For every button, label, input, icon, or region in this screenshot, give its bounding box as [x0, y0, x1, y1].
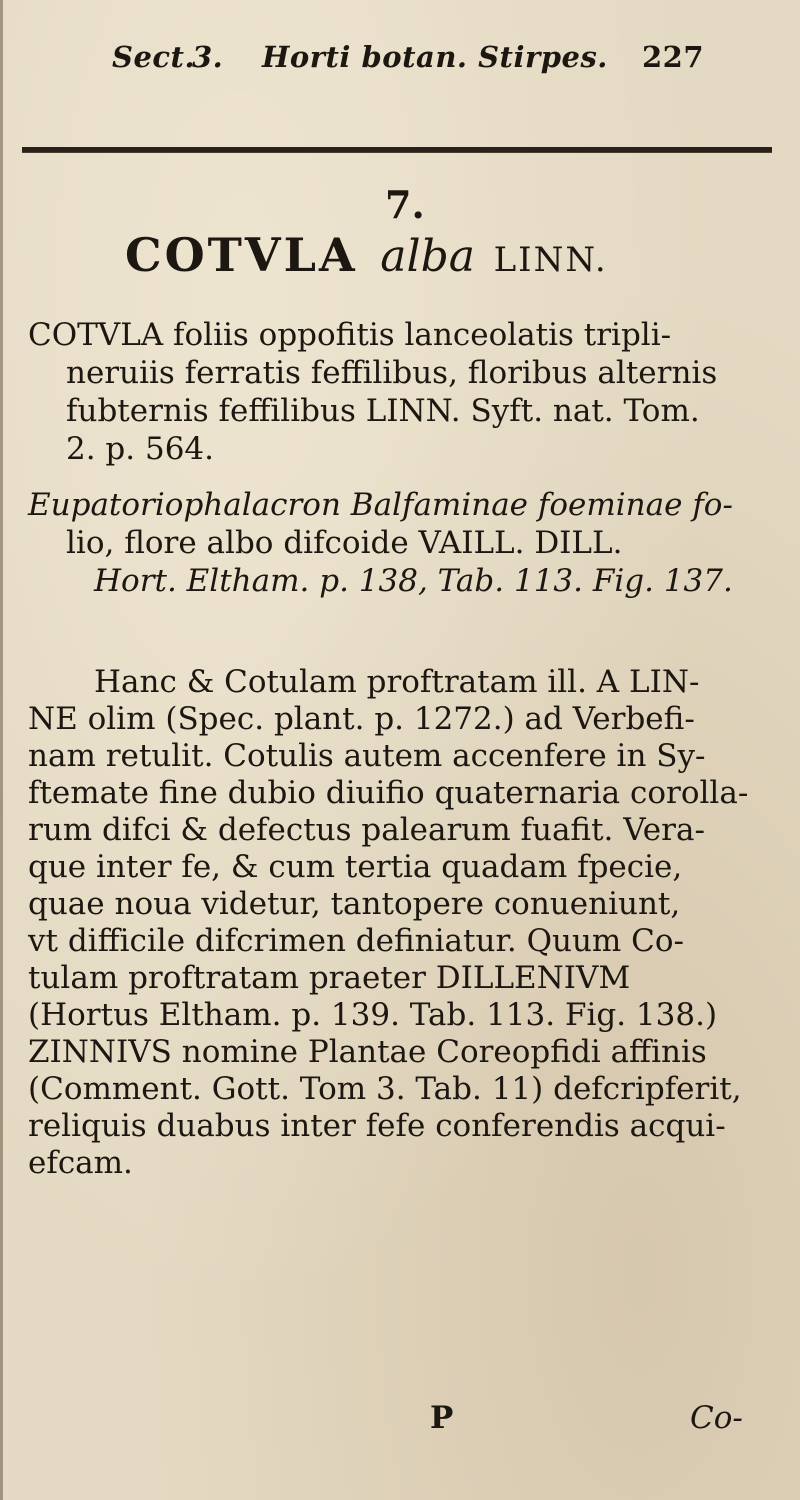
entry-authority: LINN. [493, 240, 608, 280]
header-rule [22, 147, 772, 153]
text-line: neruiis ferratis feffilibus, floribus alternis [66, 355, 718, 391]
text-line: quae noua videtur, tantopere conueniunt, [28, 886, 681, 922]
text-line: vt difficile difcrimen definiatur. Quum Co- [28, 923, 685, 959]
text-line: fubternis feffilibus LINN. Syft. nat. Tom. [66, 393, 700, 429]
text-line: Hanc & Cotulam proftratam ill. A LIN- [94, 664, 700, 700]
entry-epithet: alba [380, 231, 475, 282]
text-line: efcam. [28, 1145, 133, 1181]
text-line: NE olim (Spec. plant. p. 1272.) ad Verbefi- [28, 701, 695, 737]
running-head-section: Sect. [112, 40, 196, 74]
page-footer [0, 1400, 800, 1460]
running-head [112, 40, 732, 100]
text-line: Hort. Eltham. p. 138, Tab. 113. Fig. 137. [94, 563, 733, 599]
text-line: ftemate fine dubio diuifio quaternaria corolla- [28, 775, 749, 811]
text-line: tulam proftratam praeter DILLENIVM [28, 960, 631, 996]
text-line: ZINNIVS nomine Plantae Coreopfidi affinis [28, 1034, 707, 1070]
page-edge [0, 0, 3, 1500]
text-line: reliquis duabus inter fefe conferendis acqui- [28, 1108, 726, 1144]
signature-mark: P [430, 1400, 454, 1436]
catchword: Co- [690, 1400, 743, 1436]
page-number: 227 [642, 40, 705, 74]
commentary-paragraph [28, 664, 768, 1182]
diagnosis-paragraph [28, 316, 768, 468]
text-line: (Comment. Gott. Tom 3. Tab. 11) defcripferit, [28, 1071, 742, 1107]
text-line: Eupatoriophalacron Balfaminae foeminae fo- [28, 487, 733, 523]
entry-heading [125, 228, 745, 282]
text-line: (Hortus Eltham. p. 139. Tab. 113. Fig. 138.) [28, 997, 718, 1033]
text-line: 2. p. 564. [66, 431, 215, 467]
text-line: que inter fe, & cum tertia quadam fpecie, [28, 849, 683, 885]
entry-genus: COTVLA [125, 228, 358, 282]
entry-number: 7. [385, 182, 425, 227]
text-line: COTVLA foliis oppofitis lanceolatis tripli- [28, 317, 672, 353]
synonym-paragraph [28, 486, 768, 600]
running-head-section-number: 3. [192, 40, 224, 74]
text-line: lio, flore albo difcoide VAILL. DILL. [66, 525, 623, 561]
text-line: rum difci & defectus palearum fuafit. Vera- [28, 812, 705, 848]
text-line: nam retulit. Cotulis autem accenfere in Sy- [28, 738, 706, 774]
running-head-title: Horti botan. Stirpes. [262, 40, 608, 74]
